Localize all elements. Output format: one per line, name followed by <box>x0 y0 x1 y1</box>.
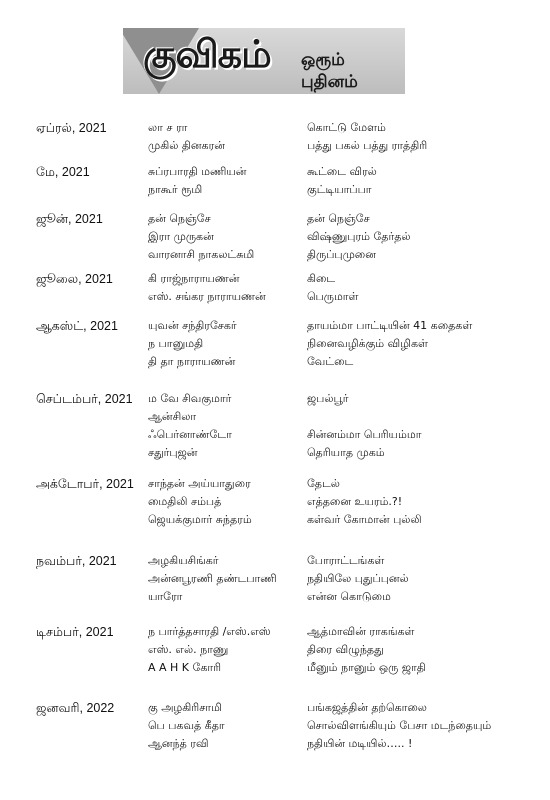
author-name: ஆன்சிலா <box>148 410 197 423</box>
author-name: சாந்தன் அய்யாதுரை <box>148 477 251 490</box>
story-row <box>0 572 550 590</box>
author-name: எஸ். சங்கர நாராயணன் <box>148 290 266 303</box>
month-label: ஆகஸ்ட், 2021 <box>36 319 118 333</box>
story-row <box>0 272 550 290</box>
story-row <box>0 495 550 513</box>
story-row <box>0 554 550 572</box>
story-title: நதியிலே புதுப்புனல் <box>307 572 409 585</box>
author-name: லா ச ரா <box>148 121 188 134</box>
author-name: தி தா நாராயணன் <box>148 355 236 368</box>
author-name: ந பார்த்தசாரதி /எஸ்.எஸ் <box>148 625 271 638</box>
story-title: சின்னம்மா பெரியம்மா <box>307 428 422 441</box>
story-title: தெரியாத முகம் <box>307 446 385 459</box>
story-row <box>0 428 550 446</box>
author-name: முகில் தினகரன் <box>148 139 225 152</box>
story-title: பெருமாள் <box>307 290 359 303</box>
month-label: ஜூலை, 2021 <box>36 272 113 286</box>
story-title: வேட்டை <box>307 355 354 368</box>
logo <box>123 28 405 94</box>
author-name: சதுர்புஜன் <box>148 446 198 459</box>
story-title: குட்டியாப்பா <box>307 183 372 196</box>
logo-sub-text: ஒரூம் புதினம் <box>301 50 358 92</box>
month-label: ஜூன், 2021 <box>36 212 103 226</box>
story-title: பங்கஜத்தின் தற்கொலை <box>307 701 427 714</box>
author-name: மைதிலி சம்பத் <box>148 495 222 508</box>
month-label: ஏப்ரல், 2021 <box>36 121 107 135</box>
story-row <box>0 230 550 248</box>
story-row <box>0 290 550 308</box>
story-row <box>0 661 550 679</box>
story-title: கிடை <box>307 272 336 285</box>
author-name: A A H K கோரி <box>148 661 222 674</box>
author-name: கு அழகிரிசாமி <box>148 701 222 714</box>
story-row <box>0 139 550 157</box>
story-title: கூட்டை விரல் <box>307 165 377 178</box>
author-name: இரா முருகன் <box>148 230 214 243</box>
author-name: சுப்ரபாரதி மணியன் <box>148 165 247 178</box>
author-name: யுவன் சந்திரசேகர் <box>148 319 237 332</box>
story-title: என்ன கொடுமை <box>307 590 391 603</box>
story-title: தாயம்மா பாட்டியின் 41 கதைகள் <box>307 319 473 332</box>
story-title: ஆத்மாவின் ராகங்கள் <box>307 625 415 638</box>
story-title: மீனும் நானும் ஒரு ஜாதி <box>307 661 426 674</box>
story-row <box>0 446 550 464</box>
story-title: கள்வர் கோமான் புல்லி <box>307 513 422 526</box>
story-row <box>0 590 550 608</box>
logo-main-text: குவிகம் <box>143 32 271 76</box>
story-row <box>0 392 550 410</box>
story-row <box>0 410 550 428</box>
author-name: ம வே சிவகுமார் <box>148 392 232 405</box>
author-name: நாகூர் ரூமி <box>148 183 203 196</box>
story-row <box>0 355 550 373</box>
story-title: பத்து பகல் பத்து ராத்திரி <box>307 139 428 152</box>
author-name: அன்னபூரணி தண்டபாணி <box>148 572 277 585</box>
story-title: விஷ்ணுபுரம் தேர்தல் <box>307 230 411 243</box>
story-title: எத்தனை உயரம்.?! <box>307 495 403 508</box>
story-row <box>0 165 550 183</box>
story-row <box>0 513 550 531</box>
story-title: நதியின் மடியில்….. ! <box>307 737 413 750</box>
story-title: திரை விழுந்தது <box>307 643 384 656</box>
author-name: ஆனந்த் ரவி <box>148 737 209 750</box>
month-label: செப்டம்பர், 2021 <box>36 392 133 406</box>
story-title: கொட்டு மேளம் <box>307 121 386 134</box>
story-row <box>0 625 550 643</box>
story-row <box>0 319 550 337</box>
story-title: நினைவழிக்கும் விழிகள் <box>307 337 428 350</box>
story-row <box>0 477 550 495</box>
story-title: போராட்டங்கள் <box>307 554 385 567</box>
story-row <box>0 248 550 266</box>
story-row <box>0 719 550 737</box>
author-name: யாரோ <box>148 590 183 603</box>
author-name: பெ பகவத் கீதா <box>148 719 225 732</box>
month-label: மே, 2021 <box>36 165 90 179</box>
author-name: ஜெயக்குமார் சுந்தரம் <box>148 513 252 526</box>
month-label: ஜனவரி, 2022 <box>36 701 115 715</box>
author-name: வாரனாசி நாகலட்சுமி <box>148 248 255 261</box>
story-row <box>0 701 550 719</box>
story-title: தன் நெஞ்சே <box>307 212 370 225</box>
story-row <box>0 337 550 355</box>
story-row <box>0 183 550 201</box>
story-row <box>0 737 550 755</box>
month-label: டிசம்பர், 2021 <box>36 625 114 639</box>
story-title: சொல்விளங்கியும் பேசா மடந்தையும் <box>307 719 492 732</box>
author-name: அழகியசிங்கர் <box>148 554 219 567</box>
author-name: எஸ். எல். நாணு <box>148 643 229 656</box>
story-row <box>0 643 550 661</box>
story-title: தேடல் <box>307 477 340 490</box>
author-name: ந பானுமதி <box>148 337 204 350</box>
story-title: ஜபல்பூர் <box>307 392 349 405</box>
author-name: ஃபெர்னாண்டோ <box>148 428 232 441</box>
author-name: தன் நெஞ்சே <box>148 212 211 225</box>
story-row <box>0 121 550 139</box>
story-title: திருப்புமுனை <box>307 248 376 261</box>
month-label: அக்டோபர், 2021 <box>36 477 134 491</box>
story-row <box>0 212 550 230</box>
author-name: கி ராஜ்நாராயணன் <box>148 272 240 285</box>
month-label: நவம்பர், 2021 <box>36 554 117 568</box>
